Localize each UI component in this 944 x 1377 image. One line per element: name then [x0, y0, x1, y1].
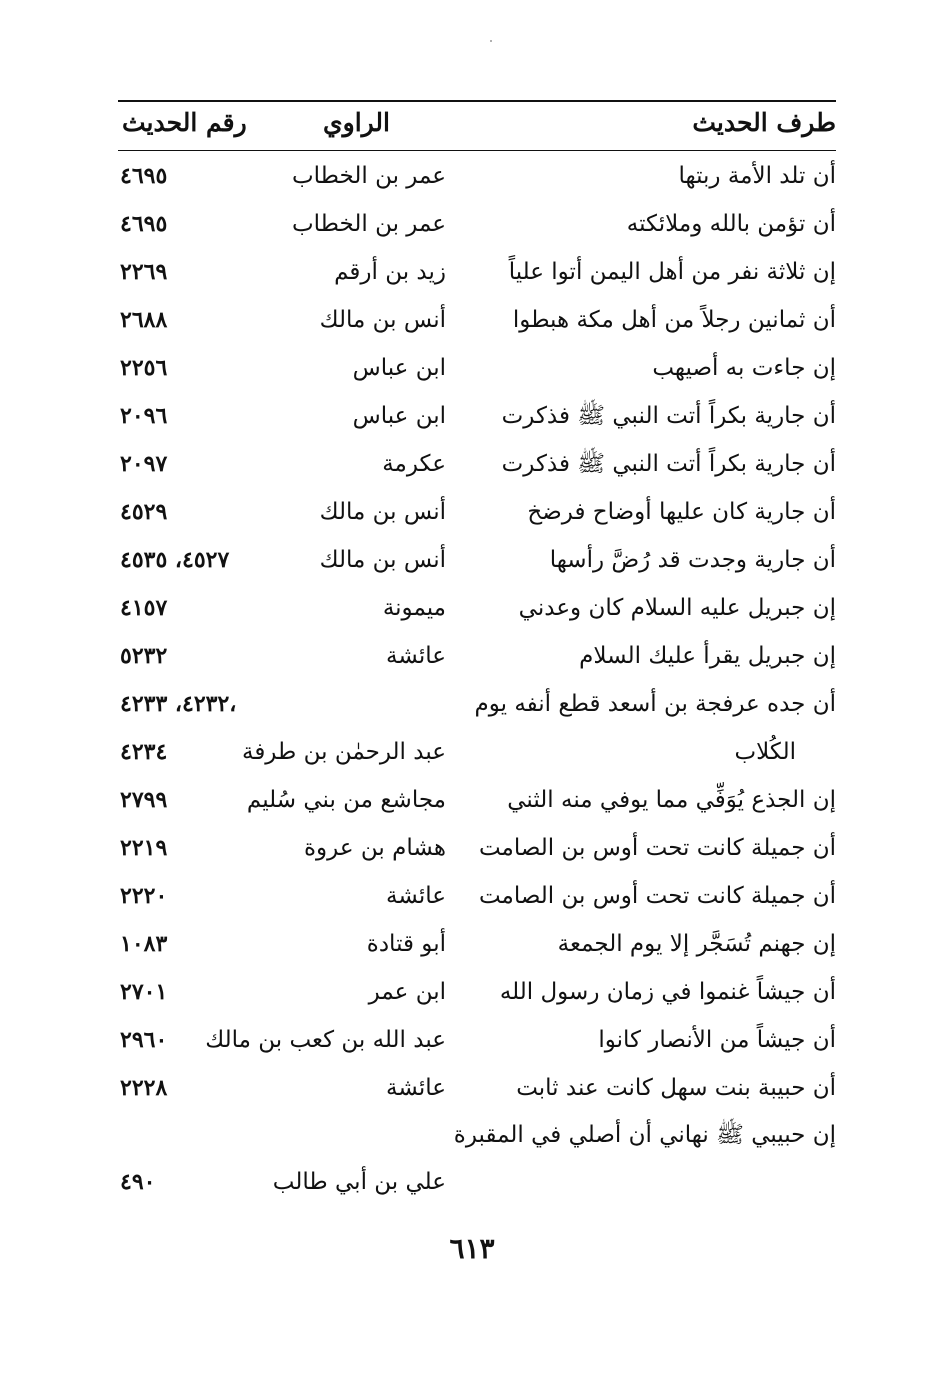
table-header	[118, 100, 836, 151]
table-row	[118, 776, 836, 824]
column-header-rawi: الراوي	[323, 108, 390, 137]
page-number: ٦١٣	[449, 1232, 495, 1265]
hadith-number: ٢٢٢٨	[120, 1075, 168, 1101]
hadith-number: ٥٢٣٢	[120, 643, 168, 669]
hadith-text: أن جميلة كانت تحت أوس بن الصامت	[478, 835, 836, 861]
narrator: زيد بن أرقم	[334, 259, 446, 285]
hadith-text: أن ثمانين رجلاً من أهل مكة هبطوا	[512, 307, 836, 333]
hadith-number: ٢٧٠١	[120, 979, 168, 1005]
table-row	[118, 584, 836, 632]
hadith-number: ٢٧٩٩	[120, 787, 168, 813]
table-row	[118, 440, 836, 488]
hadith-number: ٢٠٩٧	[120, 451, 168, 477]
column-header-hadith: طرف الحديث	[692, 108, 836, 137]
table-row	[118, 968, 836, 1016]
hadith-number: ٢٢٦٩	[120, 259, 168, 285]
table-row	[118, 680, 836, 728]
hadith-text: إن جبريل يقرأ عليك السلام	[579, 643, 836, 669]
table-row	[118, 488, 836, 536]
hadith-number: ٢٢٢٠	[120, 883, 168, 909]
hadith-number: ١٠٨٣	[120, 931, 168, 957]
hadith-number: ٤٦٩٥	[120, 211, 168, 237]
hadith-text: أن جيشاً من الأنصار كانوا	[598, 1027, 836, 1053]
hadith-text: إن جبريل عليه السلام كان وعدني	[518, 595, 836, 621]
hadith-number: ٤٥٢٧، ٤٥٣٥	[120, 547, 230, 573]
hadith-text: أن جارية كان عليها أوضاح فرضخ	[527, 499, 836, 525]
narrator: عمر بن الخطاب	[291, 211, 446, 237]
narrator: عبد الله بن كعب بن مالك	[205, 1027, 446, 1053]
hadith-text: أن تؤمن بالله وملائكته	[626, 211, 836, 237]
table-row	[118, 1112, 836, 1208]
narrator: عكرمة	[382, 451, 446, 477]
narrator: عبد الرحمٰن بن طرفة	[241, 739, 446, 765]
hadith-number: ٤٥٢٩	[120, 499, 168, 525]
table-row	[118, 920, 836, 968]
hadith-number: ٢٦٨٨	[120, 307, 168, 333]
table-row	[118, 152, 836, 200]
hadith-number: ٢٩٦٠	[120, 1027, 168, 1053]
narrator: ميمونة	[382, 595, 446, 621]
speck	[490, 40, 492, 42]
narrator: عمر بن الخطاب	[291, 163, 446, 189]
narrator: ابن عباس	[352, 355, 446, 381]
narrator: ابن عمر	[368, 979, 446, 1005]
table-row	[118, 296, 836, 344]
table-row	[118, 728, 836, 776]
hadith-text: إن ثلاثة نفر من أهل اليمن أتوا علياً	[508, 259, 836, 285]
table-row	[118, 248, 836, 296]
hadith-text: أن جارية بكراً أتت النبي ﷺ فذكرت	[501, 403, 836, 429]
table-row	[118, 344, 836, 392]
table-row	[118, 200, 836, 248]
hadith-text: أن جده عرفجة بن أسعد قطع أنفه يوم	[474, 691, 836, 717]
hadith-text: إن جهنم تُسَجَّر إلا يوم الجمعة	[557, 931, 836, 957]
narrator: عائشة	[386, 883, 446, 909]
hadith-text: أن جارية بكراً أتت النبي ﷺ فذكرت	[501, 451, 836, 477]
table-row	[118, 632, 836, 680]
table-row	[118, 536, 836, 584]
narrator: عائشة	[386, 1075, 446, 1101]
narrator: أبو قتادة	[366, 931, 446, 957]
hadith-text: أن جميلة كانت تحت أوس بن الصامت	[478, 883, 836, 909]
hadith-text: إن حبيبي ﷺ نهاني أن أصلي في المقبرة	[453, 1122, 836, 1148]
narrator: عائشة	[386, 643, 446, 669]
narrator: ابن عباس	[352, 403, 446, 429]
narrator: هشام بن عروة	[304, 835, 446, 861]
table-row	[118, 824, 836, 872]
hadith-text: أن حبيبة بنت سهل كانت عند ثابت	[516, 1075, 836, 1101]
table-row	[118, 392, 836, 440]
narrator: أنس بن مالك	[319, 307, 446, 333]
hadith-index-list	[118, 152, 836, 1208]
hadith-number: ٤٦٩٥	[120, 163, 168, 189]
table-row	[118, 1016, 836, 1064]
hadith-text: أن تلد الأمة ربتها	[678, 163, 836, 189]
narrator: علي بن أبي طالب	[272, 1169, 446, 1195]
hadith-number: ٢٠٩٦	[120, 403, 168, 429]
hadith-text: إن جاءت به أصيهب	[652, 355, 836, 381]
narrator: مجاشع من بني سُليم	[246, 787, 446, 813]
narrator: أنس بن مالك	[319, 499, 446, 525]
hadith-text: إن الجذع يُوَفِّي مما يوفي منه الثني	[507, 787, 836, 813]
column-header-number: رقم الحديث	[122, 108, 247, 137]
hadith-number: ٢٢١٩	[120, 835, 168, 861]
hadith-number: ٤١٥٧	[120, 595, 168, 621]
hadith-text: أن جارية وجدت قد رُضَّ رأسها	[549, 547, 836, 573]
hadith-number: ٤٢٣٤	[120, 739, 168, 765]
hadith-number: ٢٢٥٦	[120, 355, 168, 381]
hadith-number: ٤٢٣٢، ٤٢٣٣،	[120, 691, 237, 717]
hadith-text: الكُلاب	[734, 739, 796, 765]
table-row	[118, 1064, 836, 1112]
hadith-text: أن جيشاً غنموا في زمان رسول الله	[499, 979, 836, 1005]
narrator: أنس بن مالك	[319, 547, 446, 573]
table-row	[118, 872, 836, 920]
hadith-number: ٤٩٠	[120, 1169, 156, 1195]
